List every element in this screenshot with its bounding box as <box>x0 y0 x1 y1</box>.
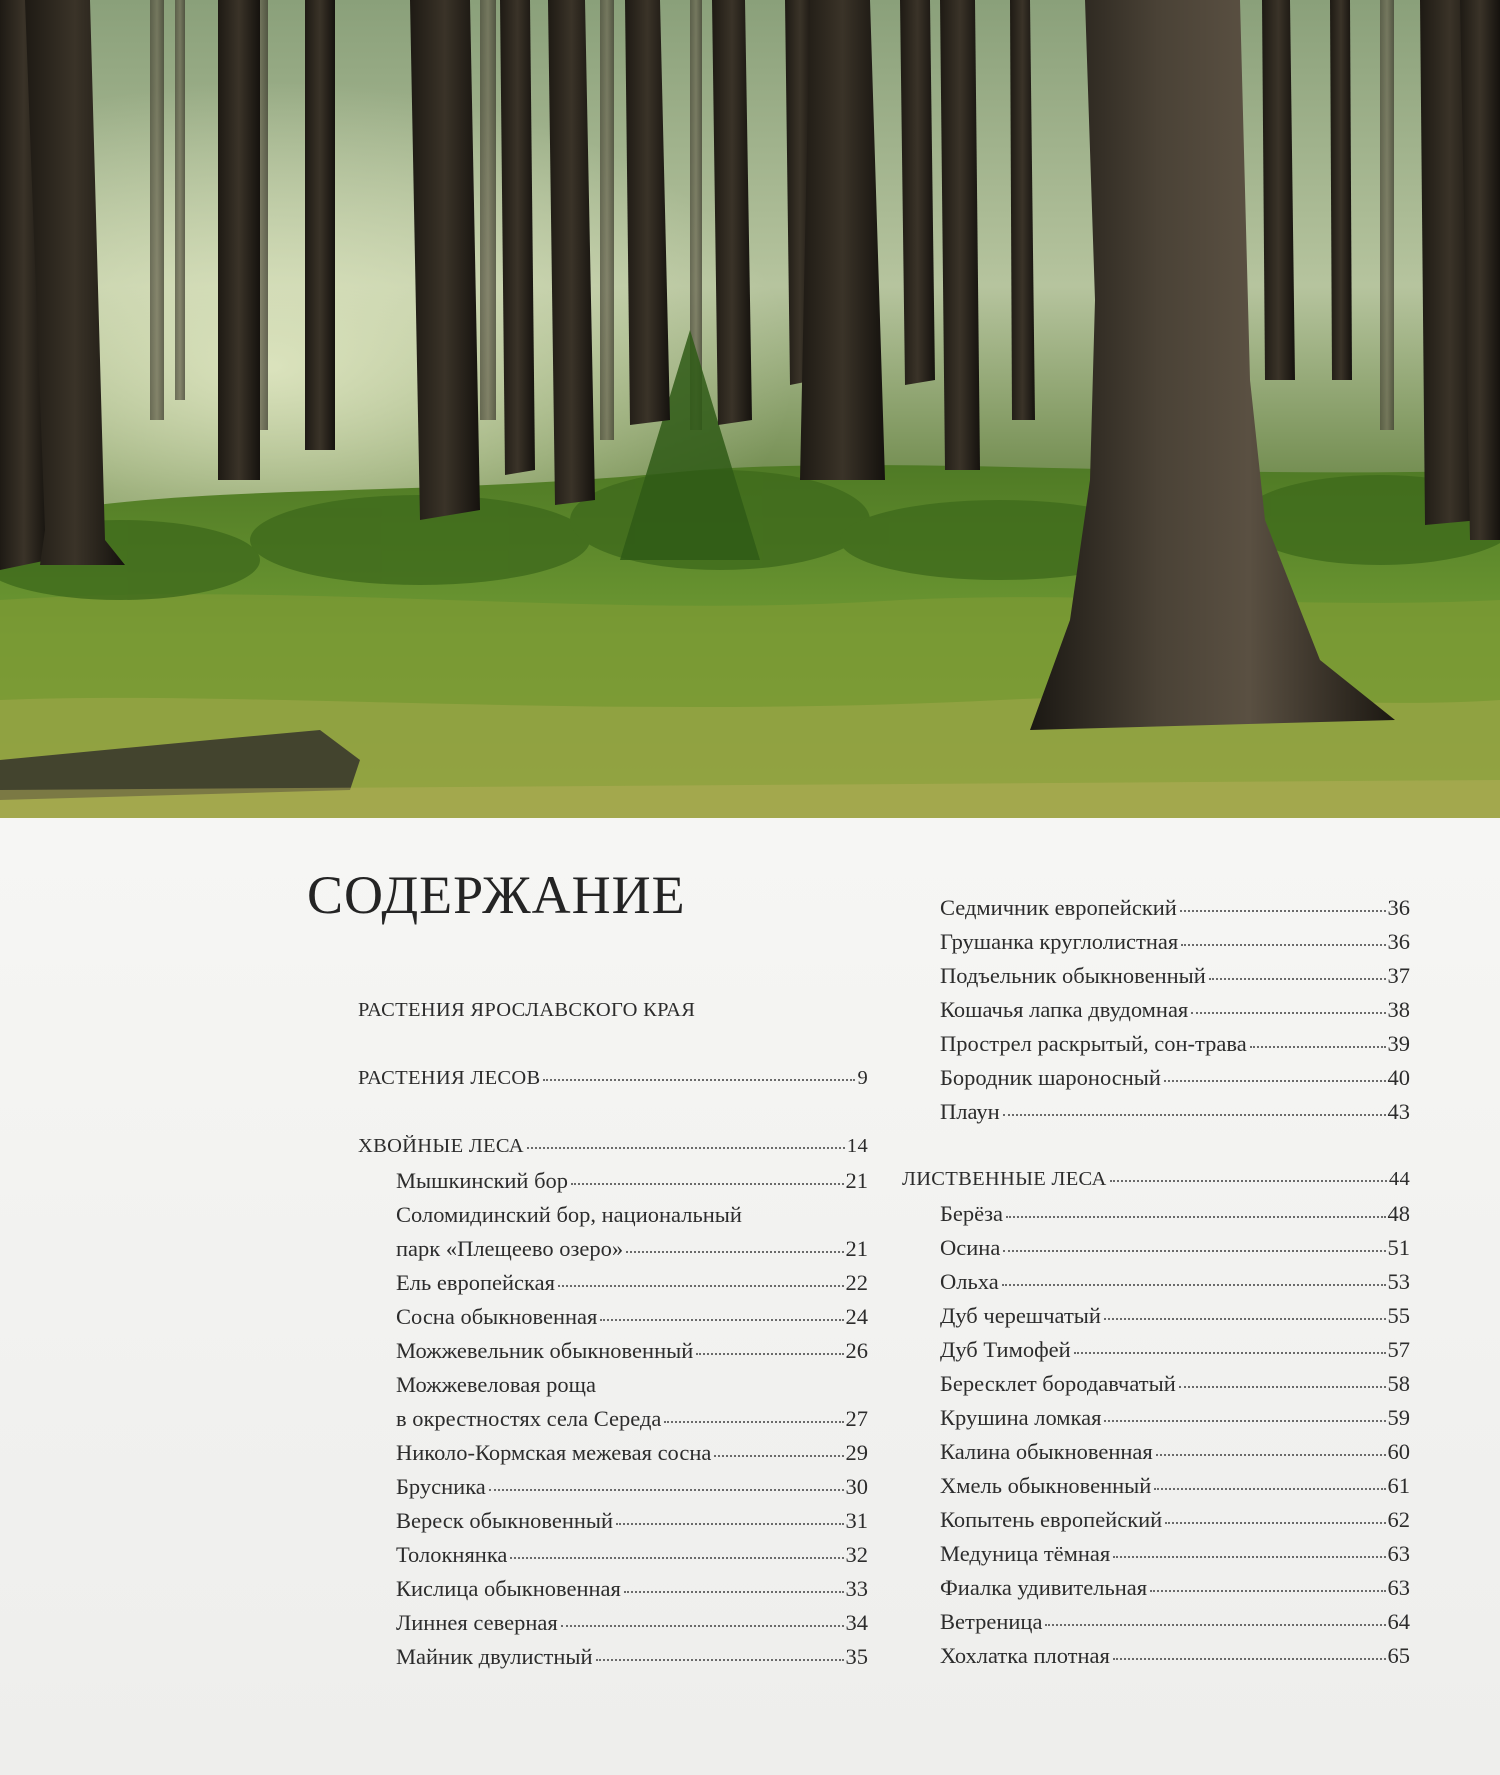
toc-entry <box>396 1476 868 1499</box>
toc-page-number: 62 <box>1387 1507 1410 1532</box>
toc-page-number: 30 <box>845 1474 868 1499</box>
dot-leader <box>1191 1011 1385 1014</box>
dot-leader <box>1110 1179 1387 1182</box>
section-heading: РАСТЕНИЯ ЯРОСЛАВСКОГО КРАЯ <box>358 999 696 1021</box>
toc-entry-title: Седмичник европейский <box>940 895 1177 920</box>
toc-page-number: 39 <box>1387 1031 1410 1056</box>
toc-page-number: 21 <box>845 1236 868 1261</box>
toc-entry-title: Кислица обыкновенная <box>396 1576 621 1601</box>
toc-entry-title: Крушина ломкая <box>940 1405 1102 1430</box>
toc-entry-title: Линнея северная <box>396 1610 558 1635</box>
dot-leader <box>489 1488 844 1491</box>
toc-entry-title: Можжевеловая роща <box>396 1372 596 1397</box>
toc-page-number: 59 <box>1387 1405 1410 1430</box>
toc-page-number: 63 <box>1387 1575 1410 1600</box>
toc-entry <box>396 1442 868 1465</box>
toc-entry-title: Дуб Тимофей <box>940 1337 1071 1362</box>
dot-leader <box>616 1522 843 1525</box>
dot-leader <box>510 1556 843 1559</box>
dot-leader <box>1104 1317 1386 1320</box>
toc-entry-title: РАСТЕНИЯ ЛЕСОВ <box>358 1067 541 1089</box>
toc-page-number: 44 <box>1388 1168 1410 1190</box>
forest-photo <box>0 0 1500 818</box>
toc-entry-title: Брусника <box>396 1474 486 1499</box>
toc-entry <box>940 897 1410 920</box>
toc-page-number: 31 <box>845 1508 868 1533</box>
dot-leader <box>1045 1623 1385 1626</box>
dot-leader <box>1165 1521 1385 1524</box>
toc-entry-title: Медуница тёмная <box>940 1541 1111 1566</box>
toc-entry <box>940 1407 1410 1430</box>
toc-page-number: 36 <box>1387 895 1410 920</box>
toc-entry <box>396 1170 868 1193</box>
toc-page-number: 36 <box>1387 929 1410 954</box>
toc-entry <box>940 1203 1410 1226</box>
dot-leader <box>600 1318 843 1321</box>
dot-leader <box>1250 1045 1386 1048</box>
dot-leader <box>1002 1283 1386 1286</box>
toc-entry-title: Ветреница <box>940 1609 1043 1634</box>
dot-leader <box>1164 1079 1386 1082</box>
toc-entry <box>396 1646 868 1669</box>
toc-page-number: 14 <box>846 1135 868 1157</box>
toc-entry-title: Можжевельник обыкновенный <box>396 1338 694 1363</box>
dot-leader <box>624 1590 844 1593</box>
toc-entry-title: парк «Плещеево озеро» <box>396 1236 624 1261</box>
toc-entry <box>396 1510 868 1533</box>
toc-entry-title: Фиалка удивительная <box>940 1575 1148 1600</box>
toc-entry-title: в окрестностях села Середа <box>396 1406 662 1431</box>
toc-page-number: 22 <box>845 1270 868 1295</box>
dot-leader <box>1113 1555 1385 1558</box>
toc-entry <box>940 1237 1410 1260</box>
dot-leader <box>1179 1385 1386 1388</box>
toc-entry-title: Прострел раскрытый, сон-трава <box>940 1031 1247 1056</box>
toc-entry <box>940 1067 1410 1090</box>
toc-entry <box>396 1272 868 1295</box>
toc-page-number: 55 <box>1387 1303 1410 1328</box>
toc-entry <box>940 965 1410 988</box>
toc-page-number: 57 <box>1387 1337 1410 1362</box>
dot-leader <box>1074 1351 1386 1354</box>
dot-leader <box>696 1352 843 1355</box>
page-title: СОДЕРЖАНИЕ <box>307 865 686 925</box>
toc-page-number: 34 <box>845 1610 868 1635</box>
toc-entry <box>396 1306 868 1329</box>
toc-page-number: 51 <box>1387 1235 1410 1260</box>
toc-entry-title: Плаун <box>940 1099 1000 1124</box>
toc-entry-title: Толокнянка <box>396 1542 508 1567</box>
toc-entry-title: Подъельник обыкновенный <box>940 963 1206 988</box>
toc-page-number: 64 <box>1387 1609 1410 1634</box>
toc-entry-title: Бересклет бородавчатый <box>940 1371 1176 1396</box>
toc-page-number: 21 <box>845 1168 868 1193</box>
dot-leader <box>1180 909 1386 912</box>
toc-entry <box>940 1611 1410 1634</box>
toc-entry <box>940 1101 1410 1124</box>
toc-entry-title: Сосна обыкновенная <box>396 1304 598 1329</box>
dot-leader <box>543 1078 855 1081</box>
dot-leader <box>1003 1113 1386 1116</box>
toc-page-number: 35 <box>845 1644 868 1669</box>
dot-leader <box>527 1146 845 1149</box>
dot-leader <box>1003 1249 1385 1252</box>
toc-entry <box>940 1305 1410 1328</box>
toc-entry-title: Ель европейская <box>396 1270 555 1295</box>
toc-entry <box>940 1373 1410 1396</box>
toc-entry-title: Берёза <box>940 1201 1004 1226</box>
toc-entry <box>940 1509 1410 1532</box>
toc-page-number: 65 <box>1387 1643 1410 1668</box>
toc-entry-title: Хмель обыкновенный <box>940 1473 1152 1498</box>
toc-entry <box>940 1033 1410 1056</box>
toc-entry <box>940 1441 1410 1464</box>
toc-page-number: 43 <box>1387 1099 1410 1124</box>
dot-leader <box>596 1658 844 1661</box>
dot-leader <box>1113 1657 1386 1660</box>
toc-entry-title: Грушанка круглолистная <box>940 929 1179 954</box>
dot-leader <box>714 1454 843 1457</box>
toc-page-number: 61 <box>1387 1473 1410 1498</box>
toc-entry-title: Бородник шароносный <box>940 1065 1161 1090</box>
toc-entry-title: Калина обыкновенная <box>940 1439 1153 1464</box>
toc-entry <box>396 1612 868 1635</box>
dot-leader <box>1156 1453 1386 1456</box>
toc-entry <box>396 1238 868 1261</box>
toc-section-entry <box>902 1169 1410 1190</box>
toc-page-number: 53 <box>1387 1269 1410 1294</box>
toc-page-number: 32 <box>845 1542 868 1567</box>
toc-entry <box>940 931 1410 954</box>
toc-page-number: 29 <box>845 1440 868 1465</box>
toc-section-entry <box>358 1136 868 1157</box>
toc-page-number: 9 <box>857 1067 868 1089</box>
toc-entry <box>396 1204 742 1227</box>
toc-page-number: 38 <box>1387 997 1410 1022</box>
dot-leader <box>561 1624 844 1627</box>
toc-page-number: 40 <box>1387 1065 1410 1090</box>
toc-entry-title: Кошачья лапка двудомная <box>940 997 1189 1022</box>
toc-entry-title: Соломидинский бор, национальный <box>396 1202 742 1227</box>
toc-entry <box>940 1543 1410 1566</box>
toc-entry-title: Майник двулистный <box>396 1644 593 1669</box>
dot-leader <box>1150 1589 1385 1592</box>
toc-page-number: 33 <box>845 1576 868 1601</box>
toc-entry-title: Николо-Кормская межевая сосна <box>396 1440 712 1465</box>
toc-section-entry <box>358 1068 868 1089</box>
dot-leader <box>1181 943 1385 946</box>
toc-page-number: 37 <box>1387 963 1410 988</box>
toc-page-number: 26 <box>845 1338 868 1363</box>
dot-leader <box>1154 1487 1385 1490</box>
toc-entry <box>940 1645 1410 1668</box>
toc-entry-title: ХВОЙНЫЕ ЛЕСА <box>358 1135 524 1157</box>
toc-entry-title: Дуб черешчатый <box>940 1303 1101 1328</box>
toc-entry <box>940 1339 1410 1362</box>
toc-entry-title: Мышкинский бор <box>396 1168 569 1193</box>
dot-leader <box>571 1182 843 1185</box>
toc-entry <box>396 1544 868 1567</box>
toc-page-number: 48 <box>1387 1201 1410 1226</box>
toc-entry <box>396 1408 868 1431</box>
toc-page-number: 63 <box>1387 1541 1410 1566</box>
toc-entry-title: Вереск обыкновенный <box>396 1508 614 1533</box>
dot-leader <box>1209 977 1386 980</box>
toc-entry <box>940 999 1410 1022</box>
dot-leader <box>664 1420 843 1423</box>
dot-leader <box>558 1284 844 1287</box>
toc-page-number: 24 <box>845 1304 868 1329</box>
toc-entry-title: Копытень европейский <box>940 1507 1163 1532</box>
toc-page-number: 58 <box>1387 1371 1410 1396</box>
dot-leader <box>1006 1215 1385 1218</box>
toc-entry <box>396 1374 596 1397</box>
toc-page-number: 60 <box>1387 1439 1410 1464</box>
toc-entry-title: Ольха <box>940 1269 999 1294</box>
toc-entry <box>940 1475 1410 1498</box>
toc-entry-title: ЛИСТВЕННЫЕ ЛЕСА <box>902 1168 1107 1190</box>
toc-entry-title: Хохлатка плотная <box>940 1643 1110 1668</box>
toc-entry <box>940 1577 1410 1600</box>
toc-entry <box>396 1578 868 1601</box>
dot-leader <box>626 1250 843 1253</box>
toc-entry <box>940 1271 1410 1294</box>
dot-leader <box>1104 1419 1385 1422</box>
toc-entry-title: Осина <box>940 1235 1001 1260</box>
toc-page-number: 27 <box>845 1406 868 1431</box>
toc-entry <box>396 1340 868 1363</box>
